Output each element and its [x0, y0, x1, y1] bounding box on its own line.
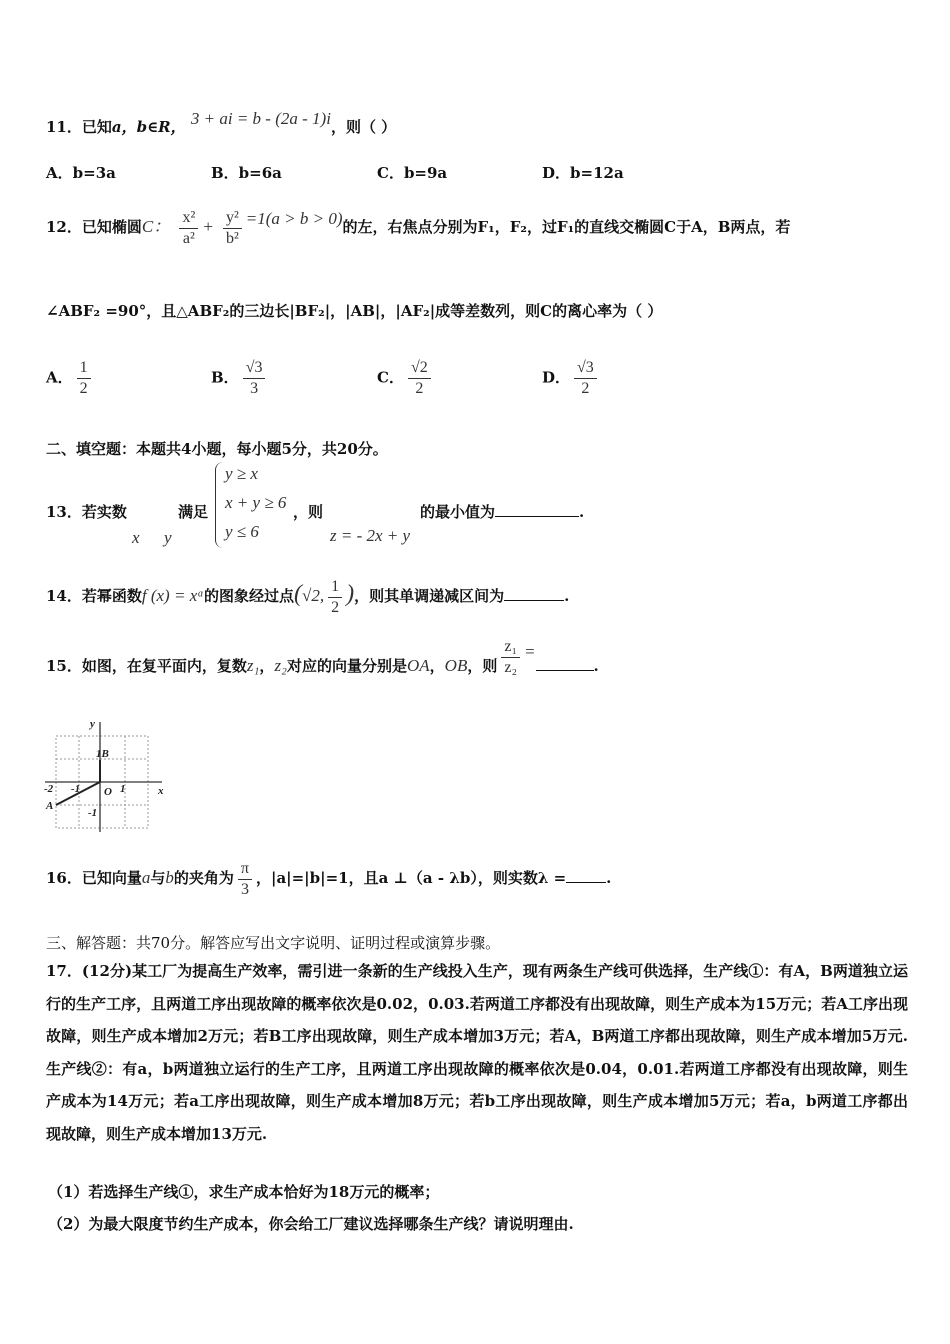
- question-15: 15．如图，在复平面内，复数z₁，z₂对应的向量分别是OA，OB，则 $\frac{\text{z₁}}{\text{z₂}}$ =.: [46, 637, 599, 676]
- option-letter: D．: [542, 368, 571, 387]
- q13-ask-line: [420, 501, 584, 522]
- q12-line2: ∠ABF₂ =90°，且△ABF₂的三边长|BF₂|，|AB|，|AF₂|成等差数列，则C的离心率为（ ）: [46, 302, 663, 320]
- q11-label: 11．已知: [46, 118, 112, 136]
- plus: +: [202, 217, 214, 236]
- frac-num: √2: [408, 358, 431, 379]
- answer-blank[interactable]: [495, 502, 579, 517]
- frac-den: 3: [250, 380, 259, 397]
- q15-z2: z₂: [274, 656, 287, 675]
- period: .: [579, 503, 585, 521]
- answer-blank[interactable]: [566, 868, 606, 883]
- label-x: x: [158, 785, 164, 797]
- frac-den: b²: [225, 229, 239, 247]
- q17-part-2: （2）为最大限度节约生产成本，你会给工厂建议选择哪条生产线？请说明理由.: [48, 1215, 574, 1233]
- q15-then: ，则: [467, 657, 498, 675]
- q16-label: 16．已知向量: [46, 869, 142, 887]
- q11-option-a: A．b=3a: [46, 164, 116, 182]
- q11-equation: 3 + ai = b - (2a - 1)i: [190, 109, 331, 128]
- frac-den: 2: [415, 380, 424, 397]
- section-3-heading: 三、解答题：共70分。解答应写出文字说明、证明过程或演算步骤。: [46, 934, 501, 952]
- label-a: A: [46, 800, 54, 812]
- q14-ask: ，则其单调递减区间为: [354, 587, 505, 605]
- frac-num: x²: [179, 208, 198, 229]
- option-letter: A．: [46, 368, 73, 387]
- q11-option-d: D．b=12a: [542, 164, 624, 182]
- q13-objective: z = - 2x + y: [330, 526, 411, 545]
- frac-num: 1: [77, 358, 91, 379]
- label-o: O: [104, 786, 112, 798]
- q15-mid: 对应的向量分别是: [286, 657, 407, 675]
- tick-minus-1: -1: [71, 783, 81, 795]
- question-11: [46, 109, 397, 137]
- period: .: [593, 657, 599, 675]
- answer-blank[interactable]: [536, 656, 594, 671]
- q15-z1: z₁: [246, 656, 260, 675]
- tick-1: 1: [120, 783, 126, 795]
- q13-mid: 满足: [178, 503, 209, 521]
- label-b: 1B: [96, 748, 109, 760]
- question-16: [46, 850, 611, 906]
- q12-equation: =1(a > b > 0): [245, 209, 343, 228]
- q12-rest: 的左，右焦点分别为F₁，F₂，过F₁的直线交椭圆C于A，B两点，若: [342, 218, 791, 236]
- q13-x: x: [132, 528, 140, 547]
- question-14: 14．若幂函数f (x) = xᵅ的图象经过点(√2, $\frac{1}{2}$ )，则其单调递减区间为 .: [46, 577, 570, 616]
- q15-ob: OB: [444, 656, 468, 675]
- q14-function: f (x) = xᵅ: [141, 586, 205, 605]
- q11-option-b: B．b=6a: [211, 164, 282, 182]
- q13-y: y: [164, 528, 172, 547]
- q14-label: 14．若幂函数: [46, 587, 142, 605]
- option-letter: B．: [211, 368, 239, 387]
- q15-oa: OA: [406, 656, 430, 675]
- frac-den: 2: [581, 380, 590, 397]
- q13-ask: 的最小值为: [420, 503, 496, 521]
- frac-num: √3: [574, 358, 597, 379]
- frac-den: 2: [79, 380, 88, 397]
- q11-ask: ，则（ ）: [330, 118, 397, 136]
- frac-den: z₂: [504, 658, 518, 676]
- frac-den: 2: [331, 598, 340, 616]
- q14-mid: 的图象经过点: [204, 587, 295, 605]
- q12-fraction-x: [179, 208, 198, 249]
- q16-mid: 的夹角为: [173, 869, 234, 887]
- label-y: y: [90, 718, 95, 730]
- frac-num: z₁: [501, 637, 520, 658]
- section-2-heading: 二、填空题：本题共4小题，每小题5分，共20分。: [46, 440, 388, 458]
- tick-y-minus-1: -1: [88, 807, 98, 819]
- frac-den: a²: [182, 229, 195, 247]
- q14-point-x: √2: [302, 586, 320, 605]
- q13-constraint-1: y ≥ x: [225, 464, 258, 483]
- q12-fraction-y: [223, 208, 242, 249]
- q11-vars: a，b∈R，: [111, 118, 186, 136]
- question-17-text: 17．(12分)某工厂为提高生产效率，需引进一条新的生产线投入生产，现有两条生产线可供选择，生产线①：有A，B两道独立运行的生产工序，且两道工序出现故障的概率依次是0.02，0.03.若两道工序都没有出现故障，则生产成本为15万元；若A工序出现故障，则生产成本增加2万元；若B工序出现故障，则生产成本增加3万元；若A，B两道工序都出现故障，则生产成本增加5万元.生产线②：有a，b两道独立运行的生产工序，且两道工序出现故障的概率依次是0.04，0.01.若两道工序都没有出现故障，则生产成本为14万元；若a工序出现故障，则生产成本增加8万元；若b工序出现故障，则生产成本增加5万元；若a，b两道工序都出现故障，则生产成本增加13万元.: [46, 962, 908, 1143]
- answer-blank[interactable]: [504, 586, 564, 601]
- period: .: [564, 587, 570, 605]
- period: .: [606, 869, 612, 887]
- question-12: [46, 202, 790, 252]
- q15-label: 15．如图，在复平面内，复数: [46, 657, 247, 675]
- tick-minus-2: -2: [44, 783, 54, 795]
- complex-plane-figure: [40, 712, 180, 838]
- q12-option-a: [46, 358, 95, 399]
- q16-b: b: [165, 868, 174, 887]
- q13-constraint-3: y ≤ 6: [225, 522, 259, 541]
- frac-den: 3: [240, 880, 249, 898]
- q12-label: 12．已知椭圆: [46, 218, 142, 236]
- q12-ellipse-name: C：: [141, 217, 171, 236]
- option-letter: C．: [377, 368, 404, 387]
- frac-num: √3: [243, 358, 266, 379]
- q16-and: 与: [150, 869, 166, 887]
- q13-constraint-2: x + y ≥ 6: [225, 493, 287, 512]
- q17-part-1: （1）若选择生产线①，求生产成本恰好为18万元的概率；: [48, 1183, 440, 1201]
- q11-option-c: C．b=9a: [377, 164, 448, 182]
- q12-option-b: [211, 358, 269, 399]
- q13-label: 13．若实数: [46, 503, 127, 521]
- frac-num: π: [238, 859, 252, 880]
- equals: =: [524, 642, 536, 661]
- frac-num: y²: [223, 208, 242, 229]
- q12-option-c: [377, 358, 435, 399]
- q13-then: ，则: [293, 503, 324, 521]
- q12-option-d: [542, 358, 601, 399]
- frac-num: 1: [328, 577, 342, 598]
- q16-rest: ，|a|=|b|=1，且a ⊥（a - λb），则实数λ =: [255, 869, 567, 887]
- q16-a: a: [141, 868, 151, 887]
